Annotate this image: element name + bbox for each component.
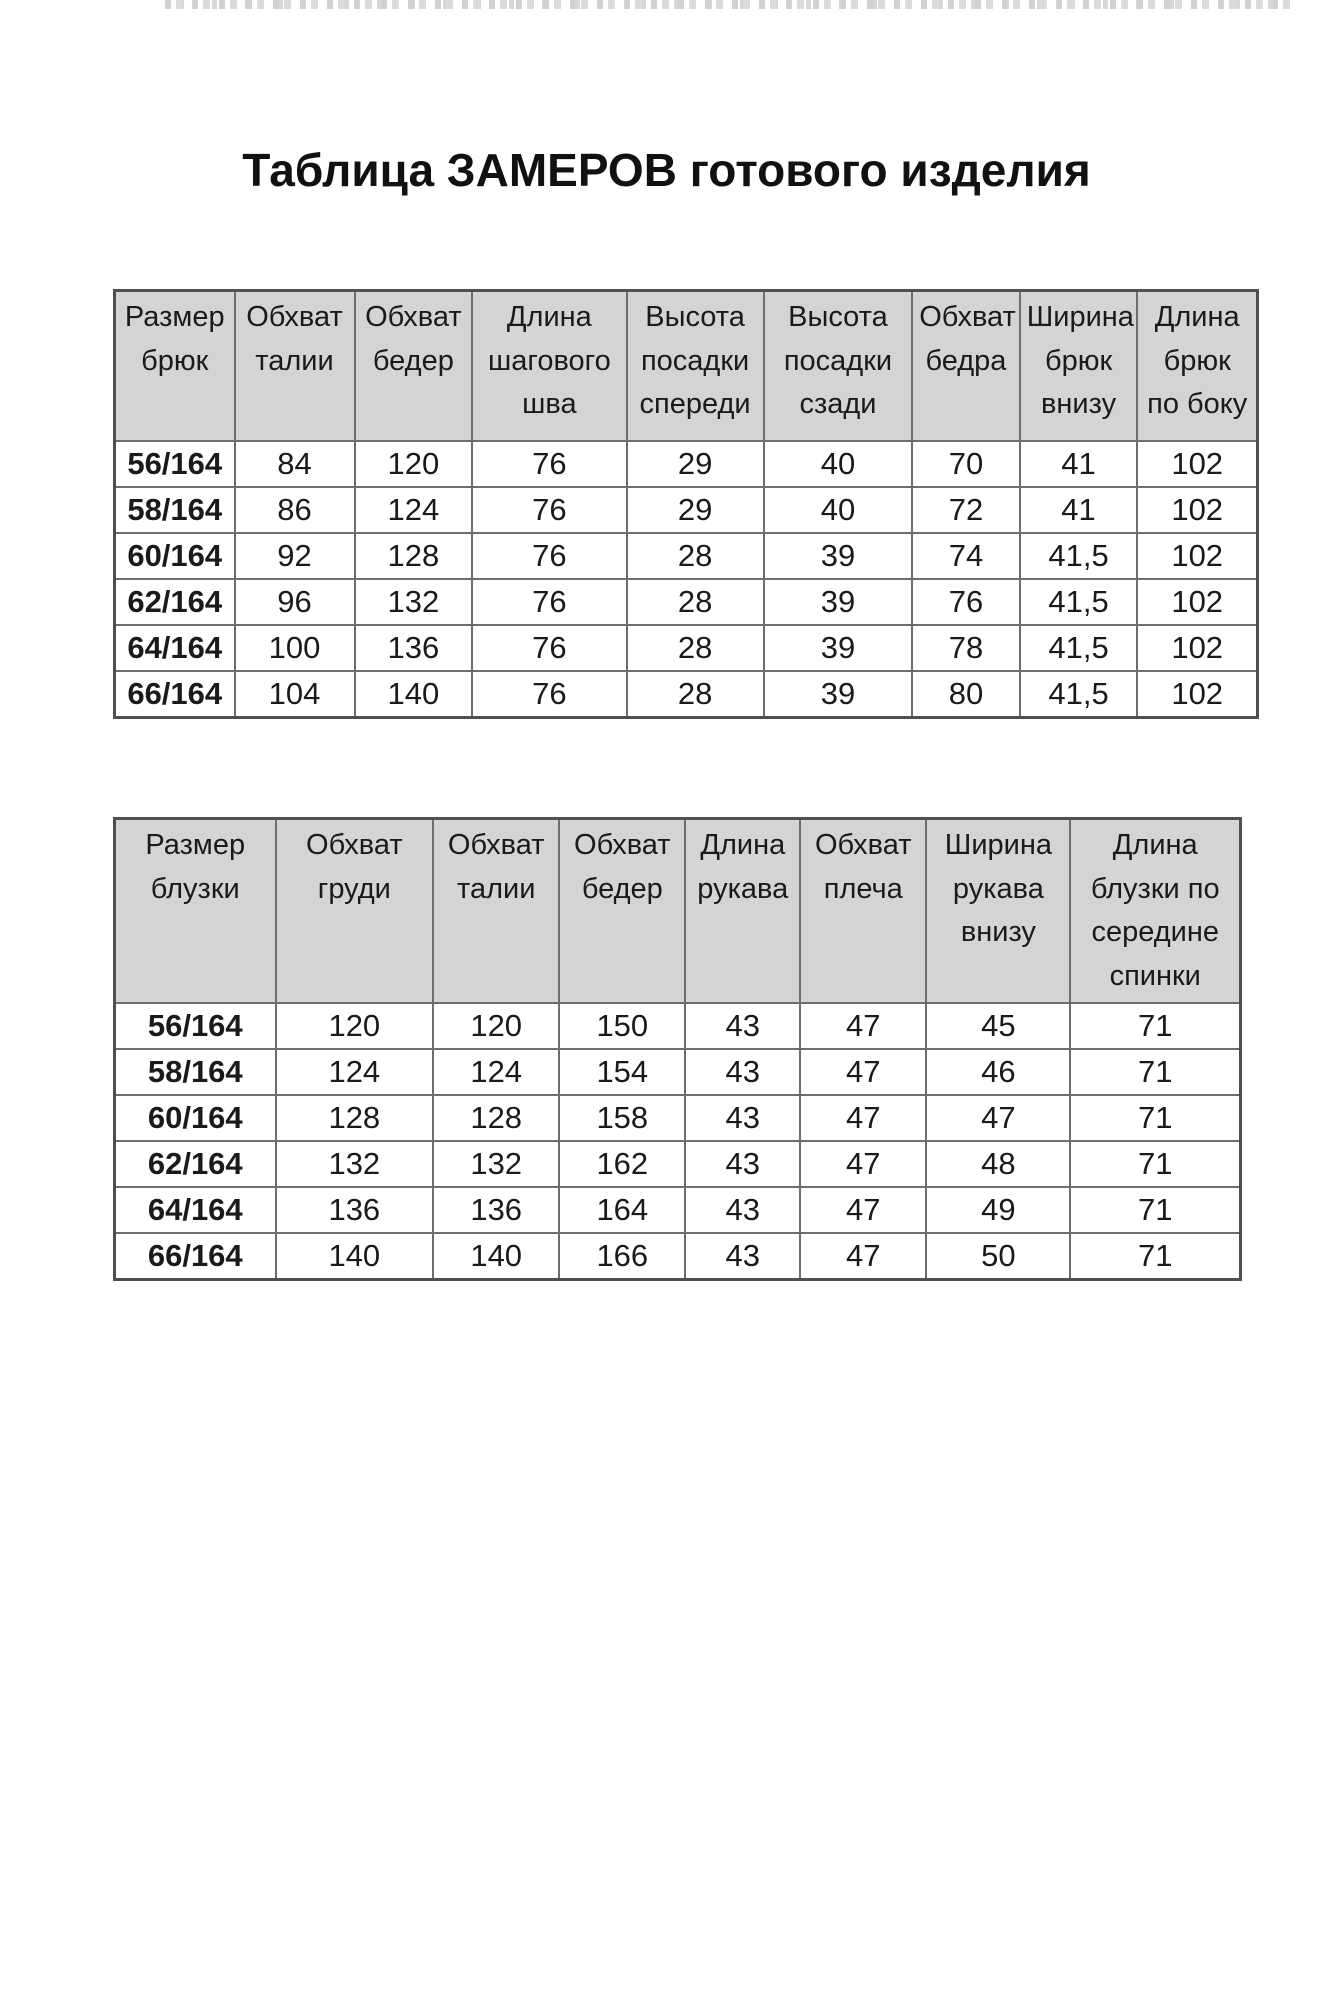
value-cell: 28 (627, 671, 764, 718)
value-cell: 41,5 (1020, 625, 1138, 671)
value-cell: 39 (764, 579, 913, 625)
value-cell: 29 (627, 487, 764, 533)
value-cell: 158 (559, 1095, 685, 1141)
value-cell: 120 (276, 1003, 434, 1049)
column-header: Обхват груди (276, 819, 434, 1004)
size-cell: 66/164 (115, 671, 235, 718)
value-cell: 96 (235, 579, 355, 625)
size-cell: 64/164 (115, 625, 235, 671)
table-row (115, 487, 1258, 533)
value-cell: 136 (276, 1187, 434, 1233)
value-cell: 132 (433, 1141, 559, 1187)
column-header: Обхват бедер (355, 291, 473, 442)
value-cell: 71 (1070, 1049, 1240, 1095)
table-row (115, 441, 1258, 487)
value-cell: 39 (764, 533, 913, 579)
value-cell: 74 (912, 533, 1019, 579)
blouse-measurements-table (113, 817, 1242, 1281)
page-title: Таблица ЗАМЕРОВ готового изделия (242, 144, 1091, 196)
pants-measurements-table (113, 289, 1259, 719)
value-cell: 41 (1020, 441, 1138, 487)
column-header: Размер блузки (115, 819, 276, 1004)
value-cell: 71 (1070, 1095, 1240, 1141)
value-cell: 128 (433, 1095, 559, 1141)
value-cell: 128 (355, 533, 473, 579)
value-cell: 28 (627, 625, 764, 671)
value-cell: 76 (472, 671, 626, 718)
value-cell: 132 (276, 1141, 434, 1187)
value-cell: 40 (764, 487, 913, 533)
size-cell: 58/164 (115, 487, 235, 533)
value-cell: 150 (559, 1003, 685, 1049)
value-cell: 120 (433, 1003, 559, 1049)
size-cell: 60/164 (115, 533, 235, 579)
clipped-text-artifact (165, 0, 1293, 9)
column-header: Обхват бедер (559, 819, 685, 1004)
value-cell: 102 (1137, 579, 1257, 625)
value-cell: 76 (912, 579, 1019, 625)
size-cell: 64/164 (115, 1187, 276, 1233)
value-cell: 39 (764, 671, 913, 718)
table-row (115, 579, 1258, 625)
column-header: Обхват талии (433, 819, 559, 1004)
value-cell: 47 (800, 1049, 926, 1095)
table-row (115, 625, 1258, 671)
value-cell: 166 (559, 1233, 685, 1280)
table-row (115, 1233, 1241, 1280)
value-cell: 124 (433, 1049, 559, 1095)
value-cell: 47 (800, 1003, 926, 1049)
header-row (115, 819, 1241, 1004)
size-cell: 56/164 (115, 441, 235, 487)
value-cell: 39 (764, 625, 913, 671)
value-cell: 41,5 (1020, 579, 1138, 625)
value-cell: 102 (1137, 625, 1257, 671)
size-cell: 58/164 (115, 1049, 276, 1095)
table-row (115, 671, 1258, 718)
table-row (115, 1187, 1241, 1233)
value-cell: 154 (559, 1049, 685, 1095)
value-cell: 48 (926, 1141, 1070, 1187)
value-cell: 71 (1070, 1233, 1240, 1280)
value-cell: 78 (912, 625, 1019, 671)
value-cell: 70 (912, 441, 1019, 487)
value-cell: 72 (912, 487, 1019, 533)
value-cell: 80 (912, 671, 1019, 718)
value-cell: 102 (1137, 533, 1257, 579)
column-header: Длина шагового шва (472, 291, 626, 442)
column-header: Ширина брюк внизу (1020, 291, 1138, 442)
value-cell: 140 (276, 1233, 434, 1280)
value-cell: 47 (800, 1187, 926, 1233)
value-cell: 102 (1137, 487, 1257, 533)
value-cell: 43 (685, 1095, 800, 1141)
column-header: Высота посадки сзади (764, 291, 913, 442)
table-row (115, 1141, 1241, 1187)
table-row (115, 533, 1258, 579)
value-cell: 124 (355, 487, 473, 533)
size-cell: 62/164 (115, 1141, 276, 1187)
value-cell: 76 (472, 625, 626, 671)
value-cell: 28 (627, 533, 764, 579)
value-cell: 124 (276, 1049, 434, 1095)
value-cell: 100 (235, 625, 355, 671)
value-cell: 102 (1137, 441, 1257, 487)
value-cell: 43 (685, 1141, 800, 1187)
column-header: Длина брюк по боку (1137, 291, 1257, 442)
column-header: Обхват плеча (800, 819, 926, 1004)
value-cell: 41,5 (1020, 671, 1138, 718)
column-header: Высота посадки спереди (627, 291, 764, 442)
value-cell: 71 (1070, 1141, 1240, 1187)
value-cell: 162 (559, 1141, 685, 1187)
value-cell: 136 (433, 1187, 559, 1233)
column-header: Ширина рукава внизу (926, 819, 1070, 1004)
value-cell: 76 (472, 441, 626, 487)
value-cell: 164 (559, 1187, 685, 1233)
size-cell: 66/164 (115, 1233, 276, 1280)
value-cell: 76 (472, 487, 626, 533)
value-cell: 28 (627, 579, 764, 625)
value-cell: 43 (685, 1233, 800, 1280)
value-cell: 86 (235, 487, 355, 533)
column-header: Обхват талии (235, 291, 355, 442)
column-header: Длина блузки по середине спинки (1070, 819, 1240, 1004)
value-cell: 104 (235, 671, 355, 718)
size-cell: 56/164 (115, 1003, 276, 1049)
value-cell: 92 (235, 533, 355, 579)
table-row (115, 1095, 1241, 1141)
value-cell: 76 (472, 579, 626, 625)
value-cell: 128 (276, 1095, 434, 1141)
value-cell: 120 (355, 441, 473, 487)
value-cell: 76 (472, 533, 626, 579)
column-header: Размер брюк (115, 291, 235, 442)
value-cell: 41 (1020, 487, 1138, 533)
column-header: Длина рукава (685, 819, 800, 1004)
table-row (115, 1003, 1241, 1049)
value-cell: 132 (355, 579, 473, 625)
value-cell: 29 (627, 441, 764, 487)
size-cell: 62/164 (115, 579, 235, 625)
value-cell: 43 (685, 1187, 800, 1233)
value-cell: 102 (1137, 671, 1257, 718)
value-cell: 84 (235, 441, 355, 487)
value-cell: 47 (800, 1095, 926, 1141)
value-cell: 136 (355, 625, 473, 671)
size-cell: 60/164 (115, 1095, 276, 1141)
value-cell: 71 (1070, 1187, 1240, 1233)
value-cell: 71 (1070, 1003, 1240, 1049)
value-cell: 45 (926, 1003, 1070, 1049)
value-cell: 140 (355, 671, 473, 718)
value-cell: 49 (926, 1187, 1070, 1233)
value-cell: 41,5 (1020, 533, 1138, 579)
value-cell: 50 (926, 1233, 1070, 1280)
header-row (115, 291, 1258, 442)
column-header: Обхват бедра (912, 291, 1019, 442)
value-cell: 47 (800, 1141, 926, 1187)
value-cell: 40 (764, 441, 913, 487)
value-cell: 46 (926, 1049, 1070, 1095)
value-cell: 47 (926, 1095, 1070, 1141)
value-cell: 140 (433, 1233, 559, 1280)
value-cell: 43 (685, 1049, 800, 1095)
table-row (115, 1049, 1241, 1095)
value-cell: 43 (685, 1003, 800, 1049)
value-cell: 47 (800, 1233, 926, 1280)
